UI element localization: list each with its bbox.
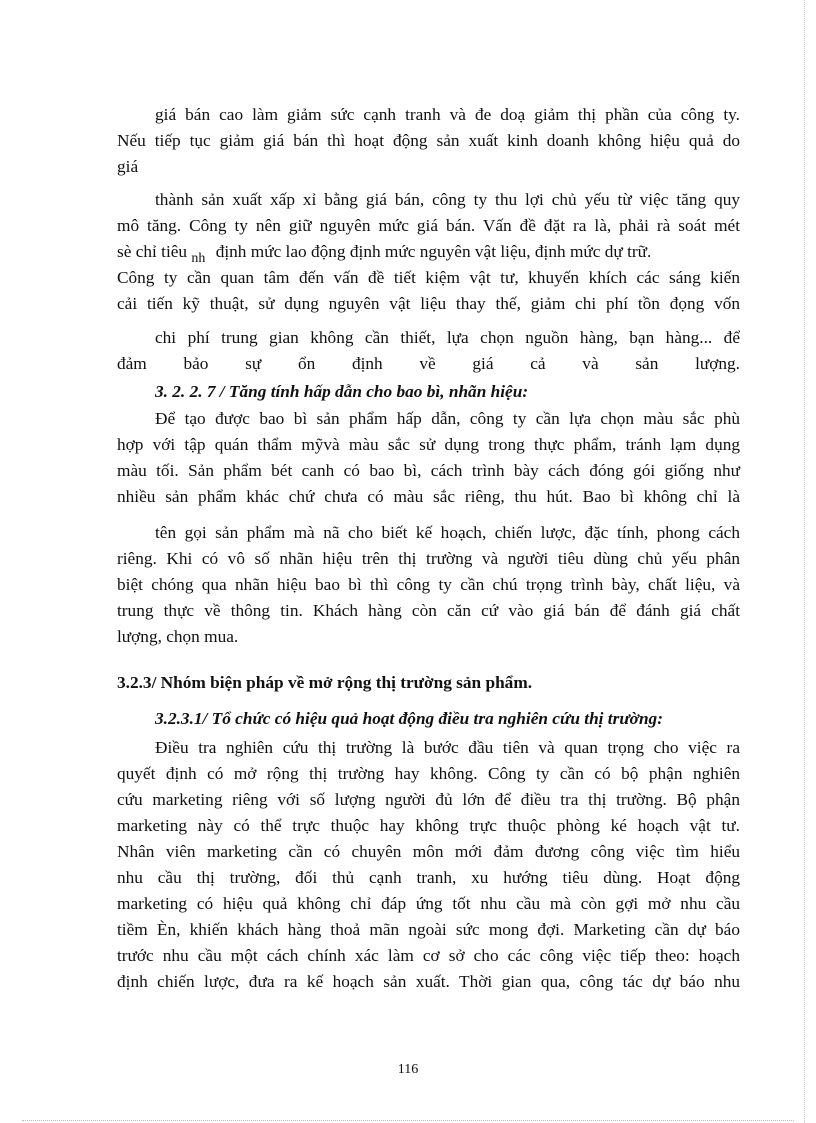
section-heading-3231: 3.2.3.1/ Tổ chức có hiệu quả hoạt động điều tra nghiên cứu thị trường: — [155, 709, 663, 728]
text-line: định chiến lược, đưa ra kế hoạch sản xuất. Thời gian qua, công tác dự báo nhu — [117, 972, 740, 991]
text-line: chi phí trung gian không cần thiết, lựa chọn nguồn hàng, bạn hàng... để — [155, 328, 740, 347]
text-line: biệt chóng qua nhãn hiệu bao bì thì công ty cần chú trọng trình bày, chất liệu, và — [117, 575, 740, 594]
text-fragment: sè chỉ tiêu — [117, 242, 188, 261]
text-line: marketing có hiệu quả không chỉ đáp ứng tốt nhu cầu mà còn gợi mở nhu cầu — [117, 894, 740, 913]
section-heading-323: 3.2.3/ Nhóm biện pháp về mở rộng thị trường sản phẩm. — [117, 673, 533, 692]
text-line: tiềm Èn, khiến khách hàng thoả mãn ngoài sức mong đợi. Marketing cần dự báo — [117, 920, 740, 939]
text-line: Công ty cần quan tâm đến vấn đề tiết kiệm vật tư, khuyến khích các sáng kiến — [117, 268, 740, 287]
page-right-divider — [804, 0, 805, 1123]
text-line: giá bán cao làm giảm sức cạnh tranh và đe doạ giảm thị phần của công ty. — [155, 105, 740, 124]
page-number: 116 — [397, 1062, 419, 1077]
text-line: mô tăng. Công ty nên giữ nguyên mức giá bán. Vấn đề đặt ra là, phải rà soát mét — [117, 216, 740, 235]
text-fragment: định mức lao động định mức nguyên vật liệu, định mức dự trữ. — [215, 242, 652, 261]
text-line: marketing này có thể trực thuộc hay không trực thuộc phòng ké hoạch vật tư. — [117, 816, 740, 835]
text-line: đảm bảo sự ổn định về giá cả và sản lượng. — [117, 354, 740, 373]
text-line: lượng, chọn mua. — [117, 627, 239, 646]
text-line: riêng. Khi có vô số nhãn hiệu trên thị trường và người tiêu dùng chủ yếu phân — [117, 549, 740, 568]
text-line: thành sản xuất xấp xỉ bằng giá bán, công ty thu lợi chủ yếu từ việc tăng quy — [155, 190, 740, 209]
text-line: giá — [117, 157, 139, 176]
text-line: cứu marketing riêng với số lượng người đủ lớn để điều tra thị trường. Bộ phận — [117, 790, 740, 809]
text-line: nhiều sản phẩm khác chứ chưa có màu sắc riêng, thu hút. Bao bì không chỉ là — [117, 487, 740, 506]
text-line: tên gọi sản phẩm mà nã cho biết kế hoạch, chiến lược, đặc tính, phong cách — [155, 523, 740, 542]
page-bottom-divider — [22, 1120, 794, 1121]
text-line: hợp với tập quán thẩm mỹvà màu sắc sử dụng trong thực phẩm, tránh lạm dụng — [117, 435, 740, 454]
text-line: Để tạo được bao bì sản phẩm hấp dẫn, công ty cần lựa chọn màu sắc phù — [155, 409, 740, 428]
text-line: cải tiến kỹ thuật, sử dụng nguyên vật liệu thay thế, giảm chi phí tồn đọng vốn — [117, 294, 740, 313]
text-line: Nhân viên marketing cần có chuyên môn mới đảm đương công việc tìm hiểu — [117, 842, 740, 861]
text-line: Điều tra nghiên cứu thị trường là bước đầu tiên và quan trọng cho việc ra — [155, 738, 740, 757]
section-heading-3227: 3. 2. 2. 7 / Tăng tính hấp dẫn cho bao bì, nhãn hiệu: — [155, 382, 529, 401]
text-line: trung thực về thông tin. Khách hàng còn căn cứ vào giá bán để đánh giá chất — [117, 601, 740, 620]
stray-subscript: nh — [191, 251, 206, 266]
text-line: màu tối. Sản phẩm bét canh có bao bì, cách trình bày cách đóng gói giống như — [117, 461, 740, 480]
text-line: quyết định có mở rộng thị trường hay không. Công ty cần có bộ phận nghiên — [117, 764, 740, 783]
text-line: trước nhu cầu một cách chính xác làm cơ sở cho các công việc tiếp theo: hoạch — [117, 946, 740, 965]
text-line: Nếu tiếp tục giảm giá bán thì hoạt động sản xuất kinh doanh không hiệu quả do — [117, 131, 740, 150]
text-line: nhu cầu thị trường, đối thủ cạnh tranh, xu hướng tiêu dùng. Hoạt động — [117, 868, 740, 887]
text-line — [117, 241, 740, 265]
